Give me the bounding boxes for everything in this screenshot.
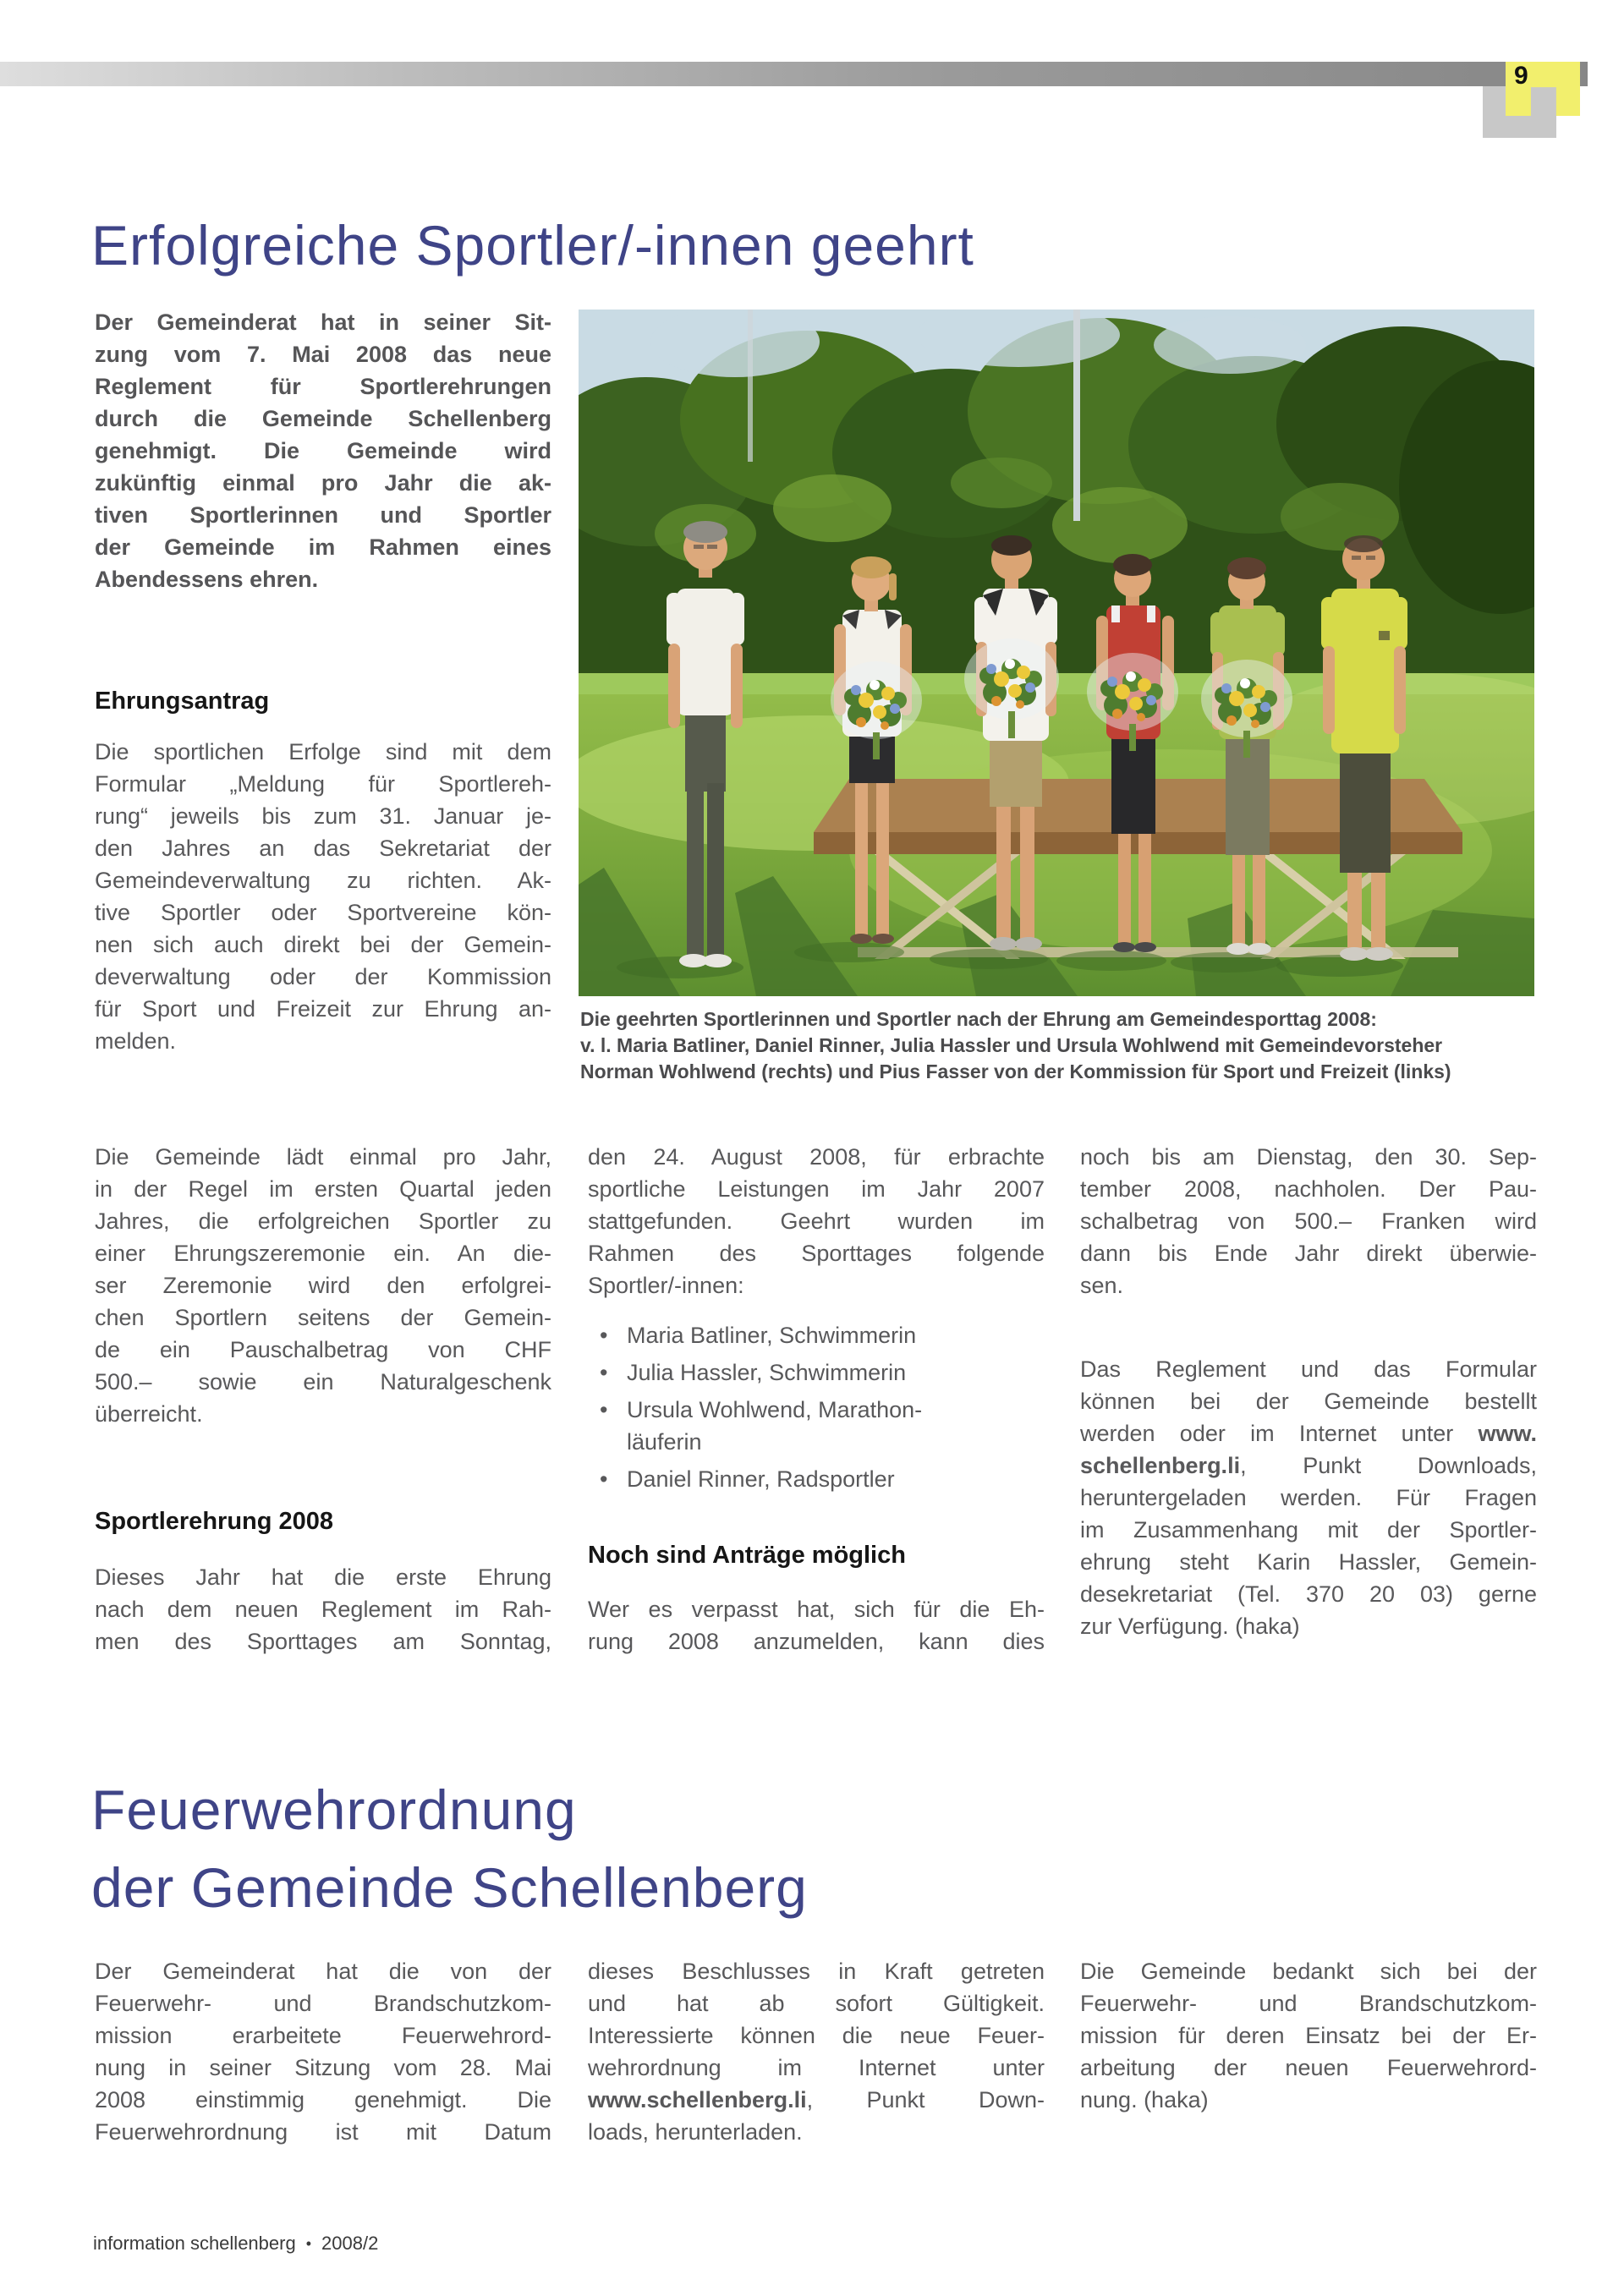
footer-publication: information schellenberg xyxy=(93,2233,296,2254)
paragraph-dieses-jahr: Dieses Jahr hat die erste Ehrung nach dem neuen Reglement im Rah- men des Sporttages am Sonntag, xyxy=(95,1564,551,1654)
photo-illustration xyxy=(579,310,1534,996)
article1-intro: Der Gemeinderat hat in seiner Sit- zung vom 7. Mai 2008 das neue Reglement für Sportlerehrungen durch die Gemeinde Schellenberg genehmigt. Die Gemeinde wird zukünftig einmal pro Jahr die ak- tiven Sportlerinnen und Sportler der Gemeinde im Rahmen eines Abendessens ehren. xyxy=(95,310,551,592)
honored-athletes-list: • Maria Batliner, Schwimmerin • Julia Hassler, Schwimmerin • Ursula Wohlwend, Marathon- läuferin • Daniel Rinner, Radsportler xyxy=(600,1323,923,1492)
article2-title-line2: der Gemeinde Schellenberg xyxy=(91,1856,808,1920)
page-footer xyxy=(93,2233,378,2255)
photo-caption: Die geehrten Sportlerinnen und Sportler nach der Ehrung am Gemeindesporttag 2008: v. l. Maria Batliner, Daniel Rinner, Julia Hassler und Ursula Wohlwend mit Gemeindevorsteher Norman Wohlwend (rechts) und Pius Fasser von der Kommission für Sport und Freizeit (links) xyxy=(580,1008,1451,1082)
heading-antraege-moeglich: Noch sind Anträge möglich xyxy=(588,1542,906,1569)
heading-ehrungsantrag: Ehrungsantrag xyxy=(95,688,270,715)
article2-column1: Der Gemeinderat hat die von der Feuerwehr- und Brandschutzkom- mission erarbeitete Feuerwehrord- nung in seiner Sitzung vom 28. Mai 2008 einstimmig genehmigt. Die Feuerwehrordnung ist mit Datum xyxy=(95,1959,551,2145)
footer-issue: 2008/2 xyxy=(321,2233,379,2254)
article2-title-line1: Feuerwehrordnung xyxy=(91,1778,577,1842)
paragraph-sporttag: den 24. August 2008, für erbrachte sportliche Leistungen im Jahr 2007 stattgefunden. Geehrt wurden im Rahmen des Sporttages folgende Sportler/-innen: xyxy=(588,1144,1045,1298)
article2-title xyxy=(91,1771,808,1926)
paragraph-reglement-formular: Das Reglement und das Formular können bei der Gemeinde bestellt werden oder im Internet unter www. schellenberg.li, Punkt Downloads, heruntergeladen werden. Für Fragen im Zusammenhang mit der Sportler- ehrung steht Karin Hassler, Gemein- desekretariat (Tel. 370 20 03) gerne zur Verfügung. (haka) xyxy=(1080,1356,1537,1639)
header-gradient-bar xyxy=(0,62,1588,86)
footer-separator: • xyxy=(305,2235,312,2252)
paragraph-ehrungsantrag: Die sportlichen Erfolge sind mit dem Formular „Meldung für Sportlereh- rung“ jeweils bis zum 31. Januar je- den Jahres an das Sekretariat der Gemeindeverwaltung zu richten. Ak- tive Sportler oder Sportvereine kön- nen sich auch direkt bei der Gemein- deverwaltung oder der Kommission für Sport und Freizeit zur Ehrung an- melden. xyxy=(95,739,551,1054)
paragraph-gemeinde-laedt: Die Gemeinde lädt einmal pro Jahr, in der Regel im ersten Quartal jeden Jahres, die erfolgreichen Sportler zu einer Ehrungszeremonie ein. An die- ser Zeremonie wird den erfolgrei- chen Sportlern seitens der Gemein- de ein Pauschalbetrag von CHF 500.– sowie ein Naturalgeschenk überreicht. xyxy=(95,1144,551,1427)
paragraph-verpasst: Wer es verpasst hat, sich für die Eh- rung 2008 anzumelden, kann dies xyxy=(588,1597,1045,1654)
article2-column2: dieses Beschlusses in Kraft getreten und hat ab sofort Gültigkeit. Interessierte können die neue Feuer- wehrordnung im Internet unter www.schellenberg.li, Punkt Down- loads, herunterladen. xyxy=(588,1959,1045,2145)
paragraph-nachholen: noch bis am Dienstag, den 30. Sep- tember 2008, nachholen. Der Pau- schalbetrag von 500.– Franken wird dann bis Ende Jahr direkt überwie- sen. xyxy=(1080,1144,1537,1298)
honored-athletes-photo xyxy=(579,310,1534,996)
article1-title: Erfolgreiche Sportler/-innen geehrt xyxy=(91,214,974,277)
article2-column3: Die Gemeinde bedankt sich bei der Feuerwehr- und Brandschutzkom- mission für deren Einsatz bei der Er- arbeitung der neuen Feuerwehrord- nung. (haka) xyxy=(1080,1959,1537,2112)
heading-sportlerehrung-2008: Sportlerehrung 2008 xyxy=(95,1508,334,1535)
page-number: 9 xyxy=(1514,62,1528,90)
